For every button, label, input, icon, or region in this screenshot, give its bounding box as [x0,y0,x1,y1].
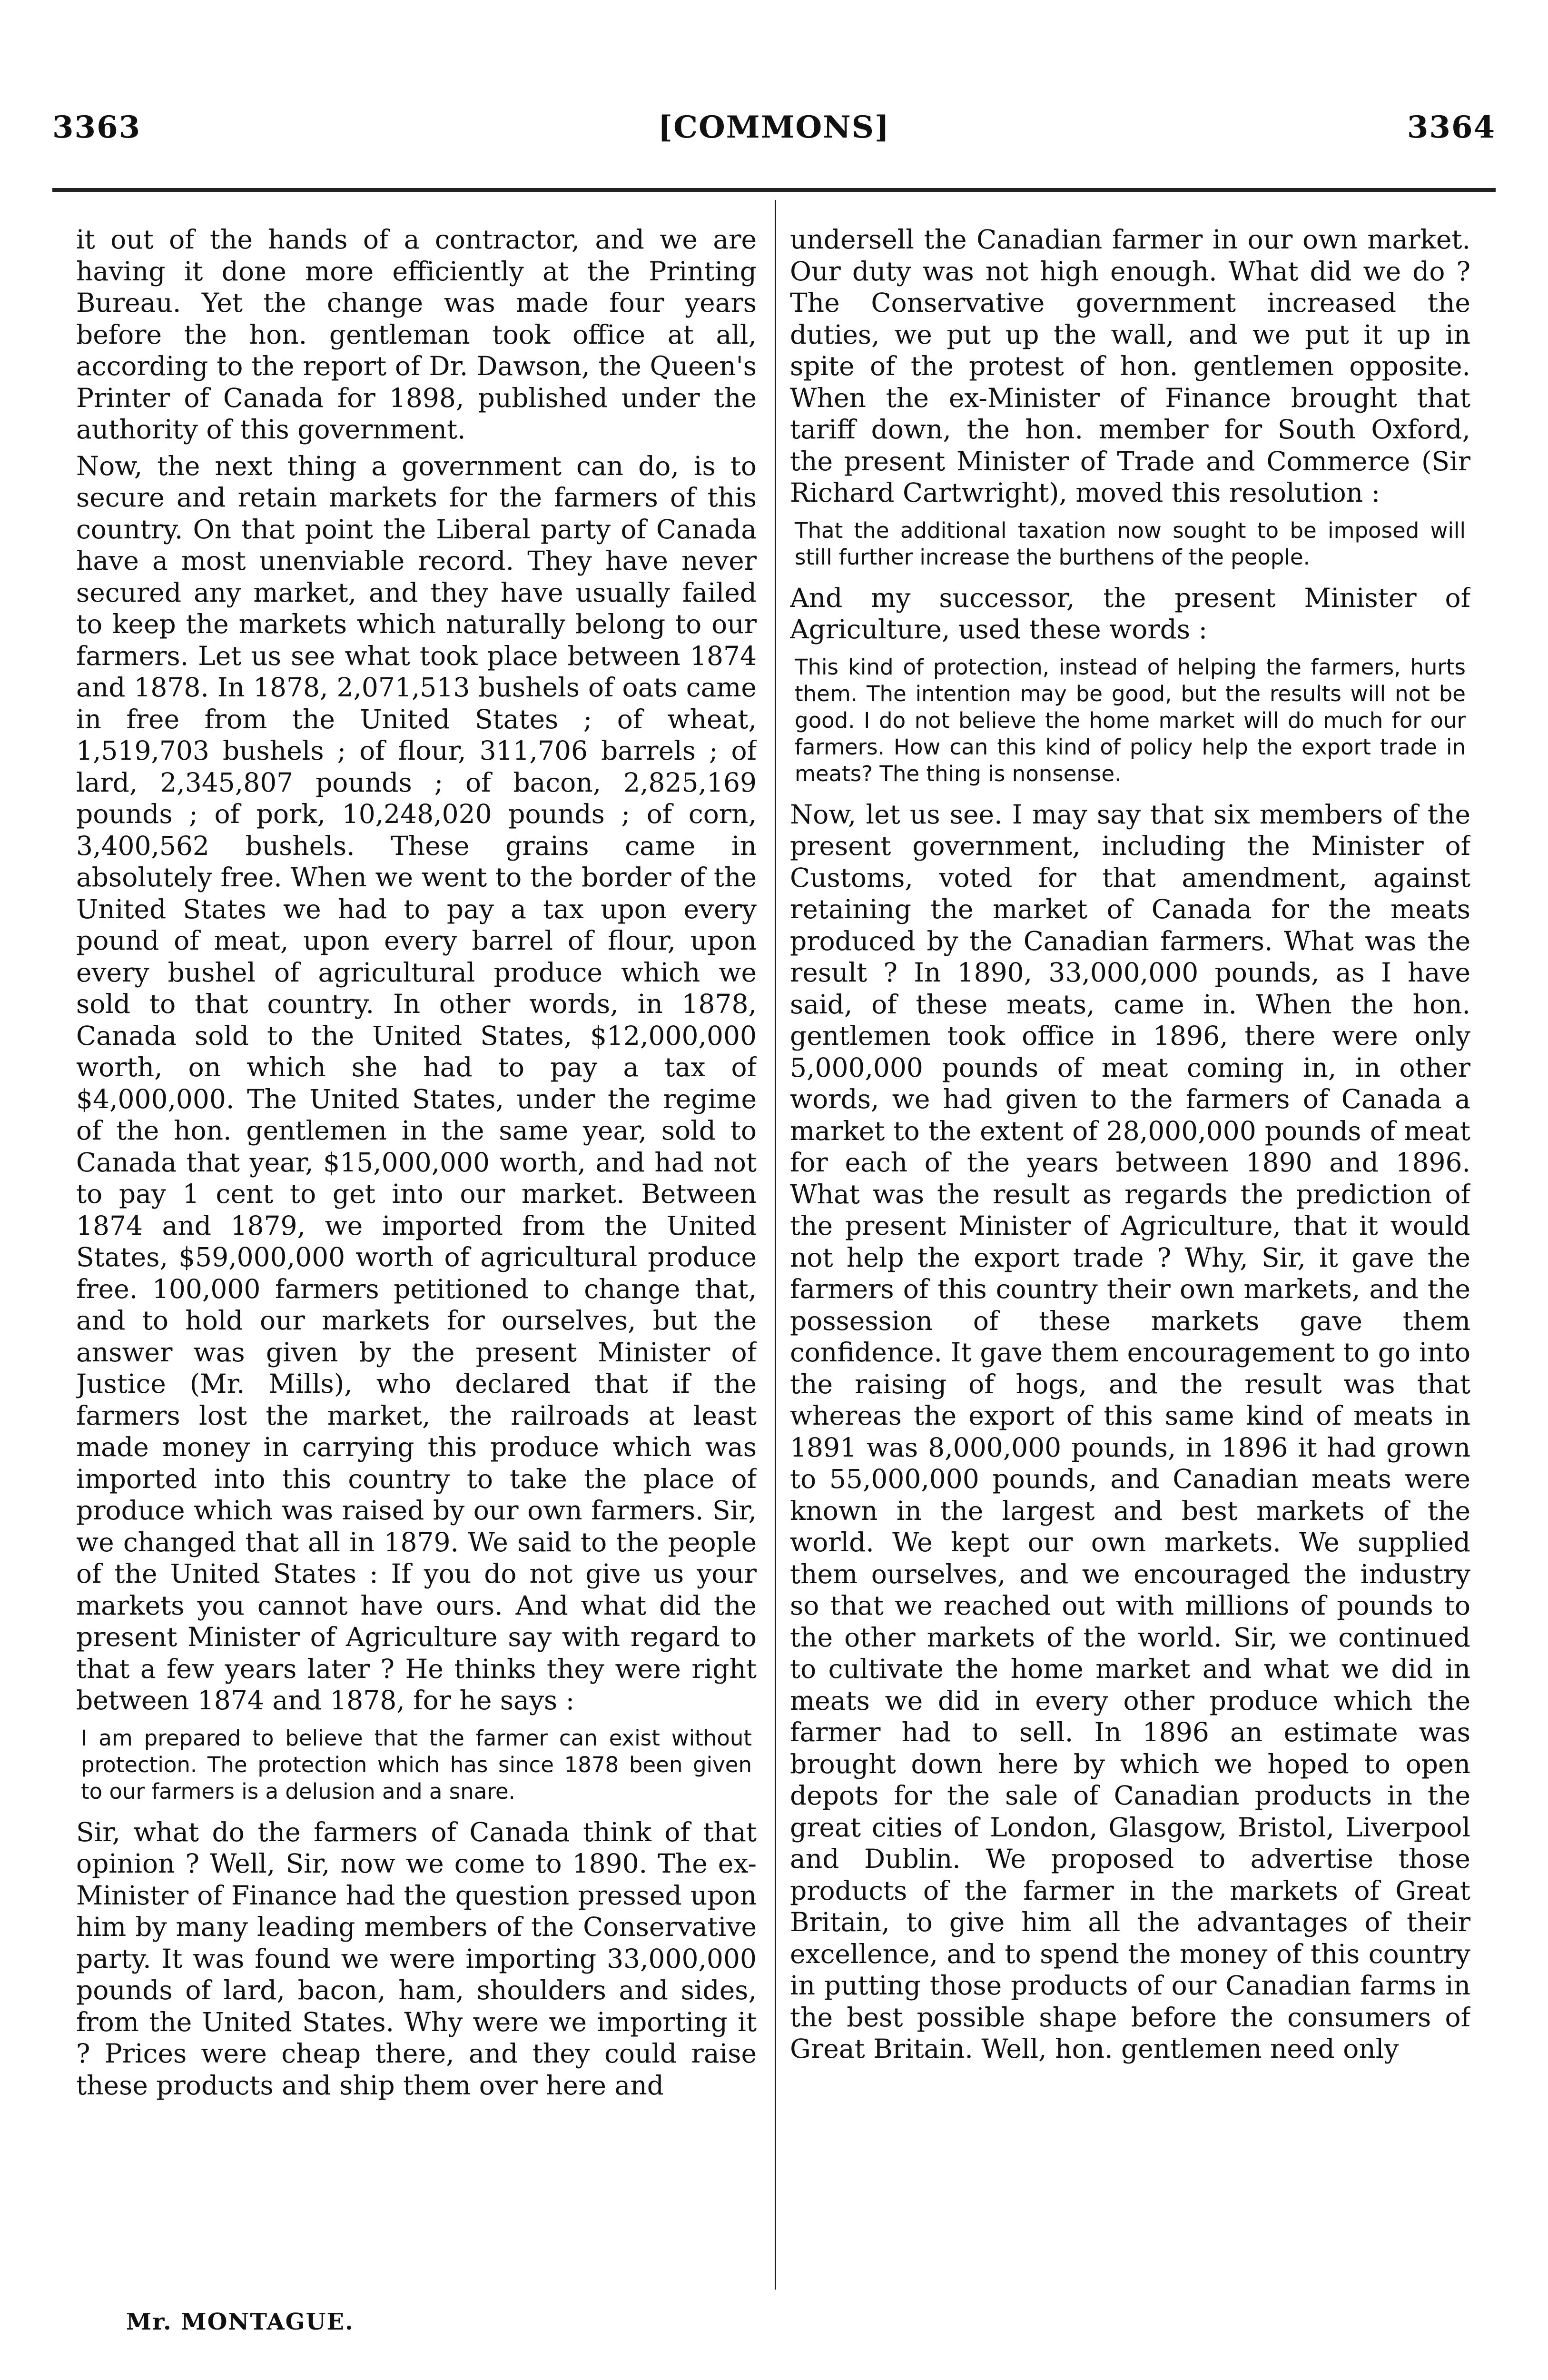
right-paragraph-1: undersell the Canadian farmer in our own market. Our duty was not high enough. What did we do ? The Conservative government increased the duties, we put up the wall, and we put it up in spite of the protest of hon. gentlemen opposite. When the ex-Minister of Finance brought that tariff down, the hon. member for South Oxford, the present Minister of Trade and Commerce (Sir Richard Cartwright), moved this resolution : [790,224,1470,508]
page-header [52,109,1496,162]
page-title: [COMMONS] [658,109,890,145]
column-divider [775,200,776,2290]
right-page-number: 3364 [1407,109,1496,145]
right-paragraph-2: And my successor, the present Minister of Agriculture, used these words : [790,582,1470,645]
right-paragraph-3: Now, let us see. I may say that six members of the present government, including the Minister of Customs, voted for that amendment, against retaining the market of Canada for the meats produced by the Canadian farmers. What was the result ? In 1890, 33,000,000 pounds, as I have said, of these meats, came in. When the hon. gentlemen took office in 1896, there were only 5,000,000 pounds of meat coming in, in other words, we had given to the farmers of Canada a market to the extent of 28,000,000 pounds of meat for each of the years between 1890 and 1896. What was the result as regards the prediction of the present Minister of Agriculture, that it would not help the export trade ? Why, Sir, it gave the farmers of this country their own markets, and the possession of these markets gave them confidence. It gave them encouragement to go into the raising of hogs, and the result was that whereas the export of this same kind of meats in 1891 was 8,000,000 pounds, in 1896 it had grown to 55,000,000 pounds, and Canadian meats were known in the largest and best markets of the world. We kept our own markets. We supplied them ourselves, and we encouraged the industry so that we reached out with millions of pounds to the other markets of the world. Sir, we continued to cultivate the home market and what we did in meats we did in every other produce which the farmer had to sell. In 1896 an estimate was brought down here by which we hoped to open depots for the sale of Canadian products in the great cities of London, Glasgow, Bristol, Liverpool and Dublin. We proposed to advertise those products of the farmer in the markets of Great Britain, to give him all the advantages of their excellence, and to spend the money of this country in putting those products of our Canadian farms in the best possible shape before the consumers of Great Britain. Well, hon. gentlemen need only [790,799,1470,2064]
speaker-footer: Mr. MONTAGUE. [126,2309,354,2335]
left-column [76,224,757,2309]
right-quote-2: This kind of protection, instead of helping the farmers, hurts them. The intention may be good, but the results will not be good. I do not believe the home market will do much for our farmers. How can this kind of policy help the export trade in meats? The thing is nonsense. [795,654,1466,786]
left-paragraph-1: it out of the hands of a contractor, and we are having it done more efficiently at the Printing Bureau. Yet the change was made four years before the hon. gentleman took office at all, according to the report of Dr. Dawson, the Queen's Printer of Canada for 1898, published under the authority of this government. [76,224,757,445]
left-page-number: 3363 [52,109,141,145]
right-quote-1: That the additional taxation now sought to be imposed will still further increase the burthens of the people. [795,517,1466,570]
header-rule [52,188,1496,192]
right-column [790,224,1470,2309]
left-quote-1: I am prepared to believe that the farmer can exist without protection. The protection which has since 1878 been given to our farmers is a delusion and a snare. [81,1725,752,1804]
left-paragraph-3: Sir, what do the farmers of Canada think of that opinion ? Well, Sir, now we come to 1890. The ex-Minister of Finance had the question pressed upon him by many leading members of the Conservative party. It was found we were importing 33,000,000 pounds of lard, bacon, ham, shoulders and sides, from the United States. Why were we importing it ? Prices were cheap there, and they could raise these products and ship them over here and [76,1816,757,2101]
left-paragraph-2: Now, the next thing a government can do, is to secure and retain markets for the farmers of this country. On that point the Liberal party of Canada have a most unenviable record. They have never secured any market, and they have usually failed to keep the markets which naturally belong to our farmers. Let us see what took place between 1874 and 1878. In 1878, 2,071,513 bushels of oats came in free from the United States ; of wheat, 1,519,703 bushels ; of flour, 311,706 barrels ; of lard, 2,345,807 pounds ; of bacon, 2,825,169 pounds ; of pork, 10,248,020 pounds ; of corn, 3,400,562 bushels. These grains came in absolutely free. When we went to the border of the United States we had to pay a tax upon every pound of meat, upon every barrel of flour, upon every bushel of agricultural produce which we sold to that country. In other words, in 1878, Canada sold to the United States, $12,000,000 worth, on which she had to pay a tax of $4,000,000. The United States, under the regime of the hon. gentlemen in the same year, sold to Canada that year, $15,000,000 worth, and had not to pay 1 cent to get into our market. Between 1874 and 1879, we imported from the United States, $59,000,000 worth of agricultural produce free. 100,000 farmers petitioned to change that, and to hold our markets for ourselves, but the answer was given by the present Minister of Justice (Mr. Mills), who declared that if the farmers lost the market, the railroads at least made money in carrying this produce which was imported into this country to take the place of produce which was raised by our own farmers. Sir, we changed that all in 1879. We said to the people of the United States : If you do not give us your markets you cannot have ours. And what did the present Minister of Agriculture say with regard to that a few years later ? He thinks they were right between 1874 and 1878, for he says : [76,450,757,1716]
